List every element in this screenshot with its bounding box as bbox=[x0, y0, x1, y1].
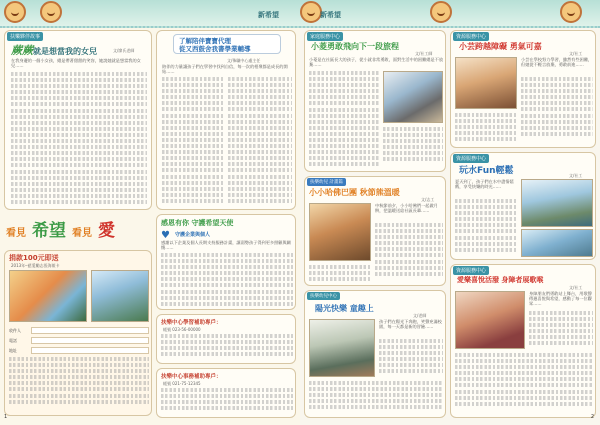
bank-details bbox=[161, 334, 293, 361]
story-author: 文/老師 bbox=[413, 313, 427, 318]
story-author: 文/社工 bbox=[569, 173, 583, 178]
donation-note: 2013年─慈愛勵志張海報卡 bbox=[11, 263, 60, 268]
bank-box-2 bbox=[156, 368, 296, 418]
right-page bbox=[300, 28, 600, 425]
story-photo bbox=[521, 179, 593, 227]
story-title: 小菱勇敢飛向下一段旅程 bbox=[311, 42, 399, 51]
story-excerpt: 陪伴的力量讓孩子們在學習中找到自信，每一次的相聚都是成長的開始…… bbox=[162, 64, 288, 75]
story-excerpt: 在我身邊的一個小女孩，總是帶著甜甜的笑容，她說她就是想當我的女兒…… bbox=[11, 58, 141, 69]
poster-photo bbox=[9, 270, 87, 322]
cartoon-face-icon bbox=[430, 1, 452, 23]
bank-account: 帳號 023-56-00000 bbox=[163, 327, 201, 332]
story-title-line1: 了解陪伴寶寶代理 bbox=[179, 37, 231, 45]
angel-icon: ♥ bbox=[161, 230, 170, 241]
story-excerpt: 小菱是在社區長大的孩子，從小就非常勇敢，面對生活中的困難總是不放棄…… bbox=[309, 57, 443, 68]
bank-box-1 bbox=[156, 314, 296, 364]
story-box-3 bbox=[304, 30, 446, 172]
support-excerpt: 感謝以下企業及個人長期支持服務計畫，讓弱勢孩子得到更多照顧與關懷…… bbox=[161, 240, 291, 251]
story-body-text bbox=[455, 113, 517, 145]
story-author: 文/廖氏老師 bbox=[113, 48, 135, 53]
support-box bbox=[156, 214, 296, 310]
story-excerpt: 孩子們在陽光下奔跑，笑聲充滿校園，每一天都是新的冒險…… bbox=[379, 319, 442, 330]
section-tag: 扶樂幼兒 計畫篇 bbox=[307, 178, 346, 186]
story-body-text-col1 bbox=[162, 77, 224, 207]
section-tag: 扶樂幼兒中心 bbox=[307, 292, 340, 300]
story-excerpt: 夏天到了，孩子們在水中盡情嬉戲，享受快樂的時光…… bbox=[455, 179, 514, 190]
story-body-text-col2 bbox=[228, 77, 292, 207]
bank-title: 扶樂中心學習補助專戶： bbox=[161, 320, 222, 326]
story-author: 文/志工 bbox=[421, 197, 435, 202]
recipient-input[interactable] bbox=[31, 327, 149, 334]
story-title-line2: 從又西鼓舍我書學業輔導 bbox=[179, 45, 251, 53]
story-title-emph: 蕨蕨 bbox=[11, 44, 33, 57]
story-body-text bbox=[455, 199, 517, 257]
masthead-right: 新希望 bbox=[320, 11, 341, 19]
story-body-text bbox=[529, 311, 593, 351]
section-tag: 家庭服務中心 bbox=[307, 32, 343, 41]
story-author: 文/社工 bbox=[569, 51, 583, 56]
donation-form bbox=[9, 327, 149, 413]
story-photo bbox=[521, 229, 593, 257]
story-body-text bbox=[455, 353, 593, 413]
story-title: 陽光快樂 童趣上 bbox=[315, 304, 374, 313]
story-body-text bbox=[379, 339, 443, 379]
story-title: 小芸跨越障礙 勇氣可嘉 bbox=[459, 42, 542, 51]
page-number: 1 bbox=[4, 414, 8, 420]
story-author: 文/社工 bbox=[569, 285, 583, 290]
story-photo bbox=[309, 319, 375, 377]
story-title: 玩水Fun輕鬆 bbox=[459, 166, 514, 176]
story-photo bbox=[309, 203, 371, 261]
bank-details bbox=[161, 388, 293, 415]
story-box-1 bbox=[4, 30, 152, 210]
story-photo bbox=[455, 57, 517, 109]
form-fields bbox=[9, 357, 149, 407]
masthead-left: 新希望 bbox=[258, 11, 279, 19]
page-number: 2 bbox=[590, 414, 594, 420]
field-label: 收件人 bbox=[9, 327, 21, 333]
story-body-text bbox=[383, 127, 443, 169]
story-body-text bbox=[309, 381, 443, 415]
story-box-2 bbox=[156, 30, 296, 210]
story-author: 文/佈職中心處主任 bbox=[227, 58, 261, 63]
phone-input[interactable] bbox=[31, 337, 149, 344]
cartoon-face-icon bbox=[300, 1, 322, 23]
donation-title: 捐款100元即送 bbox=[9, 254, 59, 262]
hope-banner bbox=[4, 214, 152, 248]
cartoon-face-icon bbox=[560, 1, 582, 23]
support-subtitle: 守護企業與個人 bbox=[175, 232, 211, 238]
story-box-4 bbox=[304, 176, 446, 286]
story-excerpt: 身障朋友們勇敢站上舞台，用歌聲傳遞喜悅與希望，感動了每一位觀眾…… bbox=[529, 291, 592, 307]
story-box-5 bbox=[304, 290, 446, 418]
story-author: 文/社工師 bbox=[415, 51, 433, 56]
story-box-8 bbox=[450, 264, 596, 418]
cartoon-face-icon bbox=[40, 1, 62, 23]
left-page bbox=[0, 28, 300, 425]
story-body-text bbox=[309, 265, 371, 283]
section-tag: 資源服務中心 bbox=[453, 266, 489, 275]
story-box-6 bbox=[450, 30, 596, 148]
field-label: 電話 bbox=[9, 337, 17, 343]
story-title: 愛樂喜悅活潑 身障者展歌喉 bbox=[457, 276, 544, 284]
section-tag: 資源服務中心 bbox=[453, 32, 489, 41]
story-photo bbox=[455, 291, 525, 349]
address-input[interactable] bbox=[31, 347, 149, 354]
story-body-text bbox=[375, 223, 443, 283]
cartoon-face-icon bbox=[4, 1, 26, 23]
hope-word-2: 希望 bbox=[32, 221, 66, 241]
story-body-text bbox=[309, 71, 379, 169]
story-photo bbox=[383, 71, 443, 123]
story-title bbox=[11, 42, 97, 58]
hope-word-4: 愛 bbox=[98, 221, 115, 241]
story-excerpt: 小芸在學校努力學習，雖然有些困難，但她從不輕言放棄，勇敢前進…… bbox=[521, 57, 593, 68]
bank-title: 扶樂中心事務補助專戶： bbox=[161, 374, 222, 380]
poster-photo bbox=[91, 270, 149, 322]
story-title: 小小哈佛巴團 秋節熊溫暖 bbox=[309, 188, 400, 197]
field-label: 地址 bbox=[9, 347, 17, 353]
story-title-rest: 就是想當我的女兒 bbox=[33, 47, 97, 56]
story-box-7 bbox=[450, 152, 596, 260]
story-body-text bbox=[11, 72, 147, 206]
support-title: 感恩有你 守護希望天使 bbox=[161, 219, 234, 227]
bank-account: 帳號 021-75-12345 bbox=[163, 381, 201, 386]
section-tag: 扶樂夥伴故事 bbox=[7, 32, 43, 41]
section-tag: 資源服務中心 bbox=[453, 154, 489, 163]
story-body-text bbox=[521, 77, 593, 145]
story-excerpt: 中秋節前夕，小小哈佛們一起做月餅，把溫暖送給社區長輩…… bbox=[375, 203, 438, 214]
hope-word-1: 看見 bbox=[6, 228, 26, 239]
hope-word-3: 看見 bbox=[72, 228, 92, 239]
support-list bbox=[161, 253, 293, 307]
donation-box bbox=[4, 250, 152, 416]
